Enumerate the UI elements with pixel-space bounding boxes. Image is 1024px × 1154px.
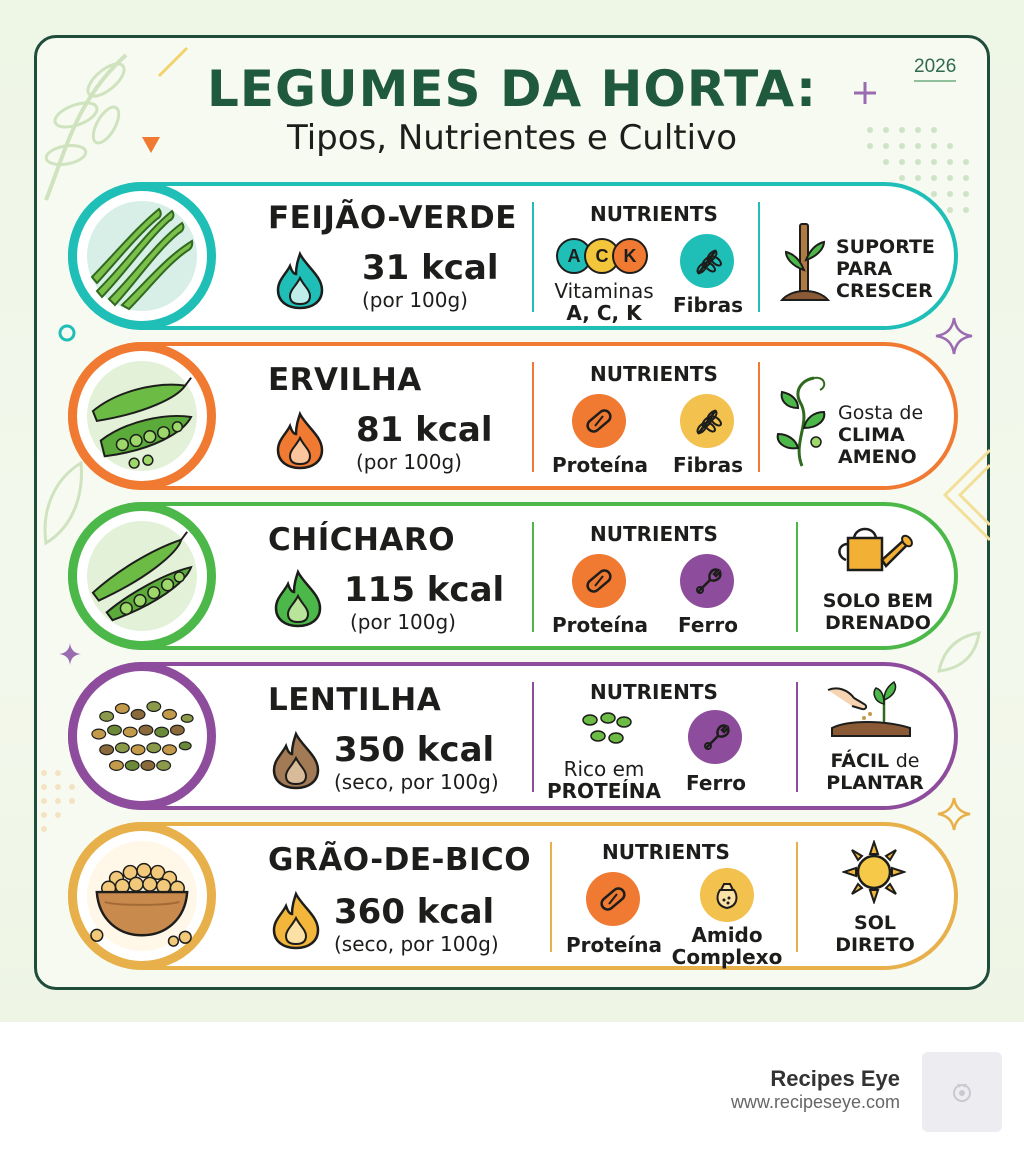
- sun-icon: [842, 840, 906, 904]
- growing-tip: Gosta de CLIMA AMENO: [838, 402, 924, 468]
- nutrients-title: NUTRIENTS: [590, 522, 718, 546]
- vitamin-c-badge: C: [584, 238, 620, 274]
- legume-image-frame: [68, 662, 216, 810]
- lentils-icon: [87, 686, 197, 786]
- calorie-value: 81 kcal: [356, 410, 493, 450]
- legume-image-frame: [68, 502, 216, 650]
- nutrient-label: Ferro: [686, 771, 746, 795]
- nutrients-title: NUTRIENTS: [590, 680, 718, 704]
- nutrient-label: Vitaminas A, C, K: [554, 279, 654, 325]
- nutrients-title: NUTRIENTS: [602, 840, 730, 864]
- vine-icon: [772, 372, 838, 468]
- nutrient-label: Ferro: [678, 613, 738, 637]
- dots-left-decoration-icon: [36, 765, 86, 845]
- legume-row-feijao-verde: [68, 182, 958, 330]
- legume-row-ervilha: [68, 342, 958, 490]
- brand-url[interactable]: www.recipeseye.com: [730, 1092, 900, 1112]
- growing-tip: SOL DIRETO: [835, 912, 915, 956]
- lentils-small-icon: [578, 710, 638, 750]
- capsule-icon: [586, 872, 640, 926]
- sack-icon: [700, 868, 754, 922]
- pea-pod-icon: [87, 361, 197, 471]
- nutrient-label: Amido Complexo: [671, 923, 783, 969]
- hand-sprout-icon: [824, 678, 914, 748]
- watering-can-icon: [834, 520, 914, 576]
- green-bean-icon: [87, 201, 197, 311]
- calorie-value: 115 kcal: [344, 570, 505, 610]
- flame-drop-icon: [272, 410, 328, 470]
- wrench-icon: [688, 710, 742, 764]
- legume-row-chicharo: [68, 502, 958, 650]
- leaf-outline-decoration-icon: [36, 458, 86, 548]
- divider: [532, 682, 534, 792]
- flame-drop-icon: [268, 890, 324, 950]
- wrench-icon: [680, 554, 734, 608]
- vitamin-k-badge: K: [612, 238, 648, 274]
- wheat-icon: [680, 234, 734, 288]
- nutrient-label: Proteína: [552, 613, 648, 637]
- divider: [796, 522, 798, 632]
- growing-tip: SUPORTE PARA CRESCER: [836, 236, 935, 302]
- nutrients-title: NUTRIENTS: [590, 362, 718, 386]
- calorie-unit: (seco, por 100g): [334, 932, 499, 956]
- stake-plant-icon: [778, 220, 832, 304]
- legume-name: CHÍCHARO: [268, 522, 456, 558]
- flame-drop-icon: [268, 730, 324, 790]
- nutrient-label: Proteína: [566, 933, 662, 957]
- legume-image-frame: [68, 182, 216, 330]
- ring-decoration-icon: [56, 322, 78, 344]
- legume-name: FEIJÃO-VERDE: [268, 200, 517, 236]
- divider: [532, 522, 534, 632]
- calorie-unit: (por 100g): [350, 610, 456, 634]
- nutrient-label: Fibras: [672, 293, 744, 317]
- legume-image-frame: [68, 822, 216, 970]
- legume-row-lentilha: [68, 662, 958, 810]
- legume-name: LENTILHA: [268, 682, 442, 718]
- vitamin-badges: [556, 238, 650, 274]
- nutrient-label: Fibras: [672, 453, 744, 477]
- flame-drop-icon: [272, 250, 328, 310]
- page-title: LEGUMES DA HORTA:: [206, 60, 818, 118]
- brand-name: Recipes Eye: [770, 1066, 900, 1091]
- page-subtitle: Tipos, Nutrientes e Cultivo: [286, 118, 738, 158]
- growing-tip: FÁCIL de PLANTAR: [826, 750, 924, 794]
- sparkle-decoration-icon: [934, 316, 974, 356]
- divider: [796, 842, 798, 952]
- vitamin-a-badge: A: [556, 238, 592, 274]
- divider: [550, 842, 552, 952]
- brand-logo-icon: [922, 1052, 1002, 1132]
- divider: [758, 202, 760, 312]
- leaf-small-decoration-icon: [934, 628, 984, 676]
- calorie-unit: (por 100g): [356, 450, 462, 474]
- legume-row-grao-de-bico: [68, 822, 958, 970]
- nutrients-title: NUTRIENTS: [590, 202, 718, 226]
- chickpea-bowl-icon: [87, 844, 197, 948]
- nutrient-label: Rico em PROTEÍNA: [546, 757, 662, 803]
- calorie-value: 350 kcal: [334, 730, 495, 770]
- legume-name: ERVILHA: [268, 362, 422, 398]
- capsule-icon: [572, 394, 626, 448]
- divider: [758, 362, 760, 472]
- divider: [796, 682, 798, 792]
- calorie-value: 360 kcal: [334, 892, 495, 932]
- year-label: 2026: [914, 56, 956, 82]
- sparkle-gold-decoration-icon: [936, 796, 972, 832]
- calorie-unit: (seco, por 100g): [334, 770, 499, 794]
- divider: [532, 362, 534, 472]
- capsule-icon: [572, 554, 626, 608]
- pea-pod-icon: [87, 521, 197, 631]
- calorie-unit: (por 100g): [362, 288, 468, 312]
- wheat-icon: [680, 394, 734, 448]
- flame-drop-icon: [270, 568, 326, 628]
- nutrient-label: Proteína: [552, 453, 648, 477]
- divider: [532, 202, 534, 312]
- legume-image-frame: [68, 342, 216, 490]
- growing-tip: SOLO BEM DRENADO: [822, 590, 934, 634]
- legume-name: GRÃO-DE-BICO: [268, 842, 532, 878]
- star-decoration-icon: [58, 642, 82, 666]
- calorie-value: 31 kcal: [362, 248, 499, 288]
